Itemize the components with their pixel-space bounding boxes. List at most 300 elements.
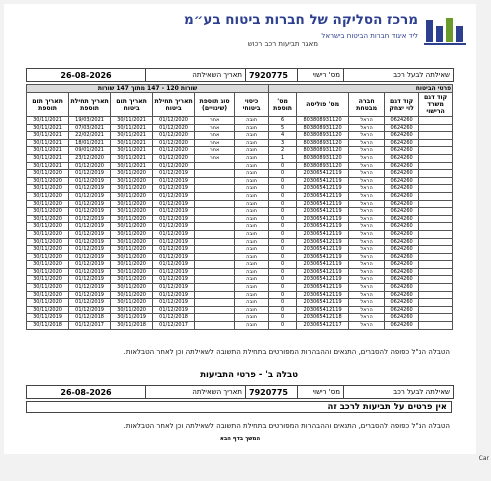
table-cell — [419, 230, 453, 238]
table-cell: 203065412119 — [297, 253, 349, 261]
column-header: תאריך תחילת ביטוח — [153, 93, 195, 117]
table-cell: 0624260 — [385, 124, 419, 132]
table-cell: 01/12/2019 — [153, 170, 195, 178]
table-cell: 0624260 — [385, 230, 419, 238]
table-cell: 30/11/2020 — [111, 185, 153, 193]
table-cell: 0624260 — [385, 299, 419, 307]
table-cell — [419, 177, 453, 185]
table-cell: 0624260 — [385, 132, 419, 140]
table-row — [27, 291, 453, 299]
table-cell: 0 — [269, 238, 297, 246]
table-cell — [419, 208, 453, 216]
table-cell: הראל — [349, 154, 385, 162]
table-cell — [195, 177, 235, 185]
query-bar-2 — [26, 385, 454, 399]
table-cell — [195, 170, 235, 178]
table-cell — [195, 208, 235, 216]
table-cell: 30/11/2020 — [111, 223, 153, 231]
table-cell: 30/11/2020 — [111, 238, 153, 246]
table-cell — [419, 306, 453, 314]
document-page — [4, 4, 476, 454]
table-cell: 6 — [269, 117, 297, 125]
table-cell: 30/11/2021 — [27, 117, 69, 125]
table-cell: חובה — [235, 147, 269, 155]
table-cell: חובה — [235, 230, 269, 238]
table-cell: 803808931120 — [297, 117, 349, 125]
table-cell: 203065412119 — [297, 200, 349, 208]
table-cell: 30/11/2021 — [27, 154, 69, 162]
table-cell: 803808931120 — [297, 162, 349, 170]
table-cell: חובה — [235, 154, 269, 162]
table-cell: 01/12/2020 — [153, 117, 195, 125]
table-cell: 30/11/2020 — [27, 261, 69, 269]
table-cell: 0 — [269, 223, 297, 231]
table-cell: 01/12/2019 — [69, 215, 111, 223]
table-cell: 30/11/2020 — [27, 238, 69, 246]
table-cell: 0 — [269, 322, 297, 330]
table-cell: הראל — [349, 291, 385, 299]
table-cell — [419, 253, 453, 261]
policy-table-body — [27, 117, 453, 330]
table-cell: 30/11/2020 — [111, 208, 153, 216]
table-cell: 0624260 — [385, 162, 419, 170]
table-cell — [195, 162, 235, 170]
table-cell — [195, 253, 235, 261]
rows-indicator: שורות 120 - 147 מתוך 147 שורות — [27, 85, 269, 93]
table-cell: 30/11/2021 — [27, 147, 69, 155]
column-header: מס' פוליסה — [297, 93, 349, 117]
table-cell — [419, 223, 453, 231]
table-cell: 0624260 — [385, 177, 419, 185]
table-cell: 18/01/2021 — [69, 139, 111, 147]
table-cell: 30/11/2020 — [111, 177, 153, 185]
table-cell: 0 — [269, 230, 297, 238]
table-cell: 0624260 — [385, 253, 419, 261]
table-cell: 0624260 — [385, 284, 419, 292]
table-cell: 01/12/2019 — [153, 230, 195, 238]
continued-next-page: המשך בדף הבא — [219, 436, 261, 442]
table-cell: 30/11/2021 — [111, 162, 153, 170]
table-cell: 30/11/2020 — [27, 306, 69, 314]
table-cell: 30/11/2021 — [111, 139, 153, 147]
table-cell: 01/12/2019 — [153, 276, 195, 284]
document-header — [10, 10, 468, 54]
table-cell: 30/11/2020 — [27, 223, 69, 231]
table-cell — [419, 268, 453, 276]
table-cell — [419, 284, 453, 292]
table-cell: 01/12/2019 — [69, 306, 111, 314]
table-cell: אחר — [195, 132, 235, 140]
table-cell: 30/11/2020 — [111, 246, 153, 254]
table-row — [27, 322, 453, 330]
table-cell: 0624260 — [385, 291, 419, 299]
table-cell: הראל — [349, 117, 385, 125]
table-cell: 30/11/2020 — [111, 192, 153, 200]
table-row — [27, 192, 453, 200]
table-cell — [195, 276, 235, 284]
table-cell: 803808931120 — [297, 154, 349, 162]
table-cell: חובה — [235, 291, 269, 299]
table-cell: הראל — [349, 132, 385, 140]
table-cell: 0 — [269, 261, 297, 269]
table-cell — [195, 246, 235, 254]
table-cell: הראל — [349, 238, 385, 246]
no-claims-message: אין פרטים על תביעות לרכב זה — [26, 401, 452, 413]
table-cell: חובה — [235, 238, 269, 246]
table-cell: 01/12/2019 — [153, 215, 195, 223]
table-cell: חובה — [235, 306, 269, 314]
table-cell: 01/12/2019 — [153, 299, 195, 307]
table-cell: 01/12/2018 — [69, 314, 111, 322]
table-cell: 22/02/2021 — [69, 132, 111, 140]
table-cell — [419, 154, 453, 162]
table-cell: 30/11/2020 — [27, 208, 69, 216]
table-cell — [419, 299, 453, 307]
corner-label: Car — [478, 455, 489, 462]
table-cell: 0624260 — [385, 117, 419, 125]
table-row — [27, 306, 453, 314]
column-header: קוד דגם לוי יצחק — [385, 93, 419, 117]
table-cell: 01/12/2019 — [69, 284, 111, 292]
table-a-note: הטבלה הנ"ל כפופה להסברים, התנאים וההבהרות המפורטים בתחילת התשובה לשאילתה וכן לאחר הטבלאות. — [123, 348, 450, 356]
table-cell: חובה — [235, 299, 269, 307]
table-cell: 203065412119 — [297, 246, 349, 254]
table-cell: 30/11/2021 — [27, 139, 69, 147]
license-label: מס' רישוי — [297, 386, 343, 398]
table-cell: אחר — [195, 117, 235, 125]
table-cell: 803808931120 — [297, 132, 349, 140]
table-cell: 0624260 — [385, 139, 419, 147]
table-cell: 30/11/2020 — [27, 170, 69, 178]
table-row — [27, 170, 453, 178]
table-cell: 01/12/2019 — [69, 223, 111, 231]
table-cell: חובה — [235, 132, 269, 140]
table-cell: 01/12/2019 — [69, 261, 111, 269]
table-cell: 203065412119 — [297, 177, 349, 185]
table-cell — [195, 291, 235, 299]
table-cell: 0 — [269, 314, 297, 322]
table-row — [27, 276, 453, 284]
table-cell: 23/12/2020 — [69, 154, 111, 162]
table-cell: 30/11/2018 — [27, 322, 69, 330]
table-cell — [195, 200, 235, 208]
table-cell: 0624260 — [385, 215, 419, 223]
table-cell: 30/11/2020 — [27, 299, 69, 307]
table-row — [27, 124, 453, 132]
table-cell — [195, 238, 235, 246]
table-cell: 0 — [269, 246, 297, 254]
table-cell: 01/12/2019 — [69, 177, 111, 185]
table-cell: חובה — [235, 162, 269, 170]
column-header: תאריך תחילת תוספת — [69, 93, 111, 117]
table-row — [27, 139, 453, 147]
inquirer-label: שאילתה לבעל רכב — [343, 386, 453, 398]
table-cell: 1 — [269, 154, 297, 162]
table-cell: הראל — [349, 276, 385, 284]
table-row — [27, 223, 453, 231]
table-cell: הראל — [349, 170, 385, 178]
table-cell: 30/11/2020 — [27, 253, 69, 261]
license-label: מס' רישוי — [297, 69, 343, 81]
table-cell: אחר — [195, 147, 235, 155]
table-cell: 0624260 — [385, 223, 419, 231]
table-cell: 203065412119 — [297, 276, 349, 284]
table-cell: 4 — [269, 132, 297, 140]
table-cell: 01/12/2019 — [69, 208, 111, 216]
table-cell: 203065412119 — [297, 170, 349, 178]
table-cell: חובה — [235, 200, 269, 208]
table-cell: 30/11/2020 — [111, 230, 153, 238]
table-cell: 30/11/2020 — [27, 215, 69, 223]
table-cell: חובה — [235, 208, 269, 216]
table-cell: 01/12/2019 — [69, 238, 111, 246]
table-cell: 203065412119 — [297, 268, 349, 276]
table-cell: 01/12/2019 — [69, 276, 111, 284]
table-cell: חובה — [235, 276, 269, 284]
table-cell: הראל — [349, 284, 385, 292]
table-cell — [419, 139, 453, 147]
table-cell: 0 — [269, 253, 297, 261]
column-header: סוג תוספת (שינויים) — [195, 93, 235, 117]
table-cell: 01/12/2020 — [153, 124, 195, 132]
table-cell — [419, 276, 453, 284]
table-cell — [419, 322, 453, 330]
table-cell: חובה — [235, 261, 269, 269]
table-cell: 01/12/2019 — [69, 185, 111, 193]
table-cell: 803808931120 — [297, 139, 349, 147]
table-cell: 5 — [269, 124, 297, 132]
table-cell — [419, 132, 453, 140]
table-cell: 203065412119 — [297, 223, 349, 231]
table-cell: הראל — [349, 139, 385, 147]
table-cell — [195, 230, 235, 238]
table-cell — [419, 238, 453, 246]
table-cell: חובה — [235, 322, 269, 330]
table-cell: הראל — [349, 299, 385, 307]
table-cell: 203065412117 — [297, 322, 349, 330]
table-cell: 203065412119 — [297, 284, 349, 292]
table-cell: הראל — [349, 185, 385, 193]
table-cell — [195, 185, 235, 193]
table-cell: 30/11/2020 — [111, 306, 153, 314]
table-cell: 01/12/2019 — [153, 177, 195, 185]
table-cell: 30/11/2021 — [27, 162, 69, 170]
table-cell: 01/12/2020 — [153, 132, 195, 140]
table-row — [27, 177, 453, 185]
table-cell — [419, 246, 453, 254]
table-cell: 30/11/2020 — [27, 276, 69, 284]
table-cell: 30/11/2021 — [27, 132, 69, 140]
table-row — [27, 238, 453, 246]
table-cell: 0624260 — [385, 208, 419, 216]
repository-name: מאגר תביעות רכב רכוש — [247, 40, 318, 48]
table-cell: 30/11/2019 — [111, 314, 153, 322]
table-cell: חובה — [235, 192, 269, 200]
table-cell: 01/12/2018 — [153, 314, 195, 322]
table-cell — [419, 117, 453, 125]
table-row — [27, 299, 453, 307]
table-cell: חובה — [235, 117, 269, 125]
table-cell: חובה — [235, 284, 269, 292]
organization-subtitle: ליד איגוד חברות הביטוח בישראל — [321, 32, 418, 40]
table-cell: 30/11/2019 — [27, 314, 69, 322]
table-cell — [195, 223, 235, 231]
table-cell: הראל — [349, 215, 385, 223]
table-row — [27, 154, 453, 162]
table-row — [27, 162, 453, 170]
table-cell: 0 — [269, 185, 297, 193]
table-cell: אחר — [195, 124, 235, 132]
query-date-value: 26-08-2026 — [60, 387, 112, 397]
table-row — [27, 208, 453, 216]
table-cell: 01/12/2019 — [69, 170, 111, 178]
column-header: מס' תוספת — [269, 93, 297, 117]
table-cell: 01/12/2019 — [153, 291, 195, 299]
table-cell: 203065412119 — [297, 208, 349, 216]
table-cell: 203065412119 — [297, 230, 349, 238]
table-cell: 0 — [269, 215, 297, 223]
table-cell: 203065412118 — [297, 314, 349, 322]
table-cell: הראל — [349, 261, 385, 269]
table-cell: חובה — [235, 268, 269, 276]
table-cell: 0 — [269, 200, 297, 208]
table-cell: 01/12/2019 — [153, 223, 195, 231]
table-cell: 0624260 — [385, 154, 419, 162]
table-cell: חובה — [235, 124, 269, 132]
table-cell: חובה — [235, 253, 269, 261]
table-cell: 0624260 — [385, 246, 419, 254]
table-cell: 30/11/2020 — [27, 192, 69, 200]
table-cell: 30/11/2020 — [111, 276, 153, 284]
table-cell: הראל — [349, 124, 385, 132]
table-row — [27, 132, 453, 140]
table-b-note: הטבלה הנ"ל כפופה להסברים, התנאים וההבהרות המפורטים בתחילת התשובה לשאילתה וכן לאחר הטבלאות. — [123, 422, 450, 430]
table-cell: אחר — [195, 139, 235, 147]
table-cell: 09/01/2021 — [69, 147, 111, 155]
table-cell: 30/11/2020 — [111, 200, 153, 208]
table-cell: הראל — [349, 230, 385, 238]
table-cell: 0 — [269, 284, 297, 292]
table-row — [27, 215, 453, 223]
table-cell — [419, 192, 453, 200]
table-cell — [195, 268, 235, 276]
table-cell: הראל — [349, 306, 385, 314]
section-title: פרטי הביטוח — [269, 85, 453, 93]
table-cell: 203065412119 — [297, 192, 349, 200]
table-cell: 01/12/2017 — [69, 322, 111, 330]
table-cell: 30/11/2020 — [27, 200, 69, 208]
table-cell: 01/12/2019 — [69, 299, 111, 307]
query-date-label: תאריך השאילתה — [145, 69, 245, 81]
table-cell: 0 — [269, 162, 297, 170]
table-cell: 0624260 — [385, 322, 419, 330]
license-value: 7920775 — [245, 69, 297, 81]
table-cell: חובה — [235, 246, 269, 254]
table-cell: 01/12/2020 — [153, 162, 195, 170]
query-bar — [26, 68, 454, 82]
table-cell: 0624260 — [385, 238, 419, 246]
table-cell: הראל — [349, 162, 385, 170]
table-cell — [419, 124, 453, 132]
license-value: 7920775 — [245, 386, 297, 398]
policy-section-row — [27, 85, 453, 93]
table-cell: 01/12/2019 — [153, 261, 195, 269]
column-header: כיסוי ביטוחי — [235, 93, 269, 117]
table-cell: חובה — [235, 139, 269, 147]
table-cell: חובה — [235, 177, 269, 185]
organization-title: מרכז הסליקה של חברות ביטוח בע״מ — [183, 12, 418, 28]
table-row — [27, 253, 453, 261]
table-row — [27, 230, 453, 238]
table-cell: 01/12/2019 — [69, 253, 111, 261]
table-cell: 803808931120 — [297, 147, 349, 155]
table-cell: 01/12/2020 — [153, 139, 195, 147]
table-cell: 30/11/2020 — [111, 253, 153, 261]
table-cell: 30/11/2021 — [111, 154, 153, 162]
table-cell: 0 — [269, 177, 297, 185]
table-cell: 01/12/2017 — [153, 322, 195, 330]
table-row — [27, 246, 453, 254]
table-cell: 01/12/2020 — [69, 162, 111, 170]
table-cell — [195, 261, 235, 269]
policy-table — [26, 84, 453, 330]
table-cell: הראל — [349, 147, 385, 155]
table-cell: 01/12/2020 — [153, 154, 195, 162]
table-cell: חובה — [235, 170, 269, 178]
table-cell: 0 — [269, 268, 297, 276]
table-cell — [419, 200, 453, 208]
table-cell: 19/03/2021 — [69, 117, 111, 125]
table-cell: אחר — [195, 154, 235, 162]
table-cell: 30/11/2020 — [111, 284, 153, 292]
table-cell — [419, 314, 453, 322]
table-cell: 01/12/2020 — [153, 147, 195, 155]
table-cell: 01/12/2019 — [69, 230, 111, 238]
table-cell: 01/12/2019 — [69, 192, 111, 200]
table-cell: 203065412119 — [297, 261, 349, 269]
table-cell: 0624260 — [385, 170, 419, 178]
table-row — [27, 200, 453, 208]
table-cell — [419, 147, 453, 155]
table-cell: 203065412119 — [297, 238, 349, 246]
table-cell — [195, 192, 235, 200]
table-cell: הראל — [349, 223, 385, 231]
table-row — [27, 147, 453, 155]
table-cell: 0624260 — [385, 200, 419, 208]
table-cell: 30/11/2020 — [27, 246, 69, 254]
table-row — [27, 117, 453, 125]
table-cell: 203065412119 — [297, 306, 349, 314]
table-row — [27, 261, 453, 269]
table-cell: 07/03/2021 — [69, 124, 111, 132]
query-date-value: 26-08-2026 — [60, 70, 112, 80]
table-cell: 30/11/2020 — [27, 177, 69, 185]
table-cell: הראל — [349, 200, 385, 208]
table-cell: 0624260 — [385, 276, 419, 284]
table-cell: 30/11/2021 — [111, 124, 153, 132]
table-cell: 30/11/2020 — [27, 291, 69, 299]
table-cell: 30/11/2020 — [27, 185, 69, 193]
table-cell: 0624260 — [385, 314, 419, 322]
table-cell — [419, 215, 453, 223]
table-cell: 0624260 — [385, 261, 419, 269]
table-cell: הראל — [349, 314, 385, 322]
table-cell: 0 — [269, 276, 297, 284]
table-b-title: טבלה ב' - פרטי התביעות — [200, 370, 298, 380]
table-cell: הראל — [349, 322, 385, 330]
table-cell — [419, 162, 453, 170]
table-cell: 30/11/2020 — [111, 291, 153, 299]
